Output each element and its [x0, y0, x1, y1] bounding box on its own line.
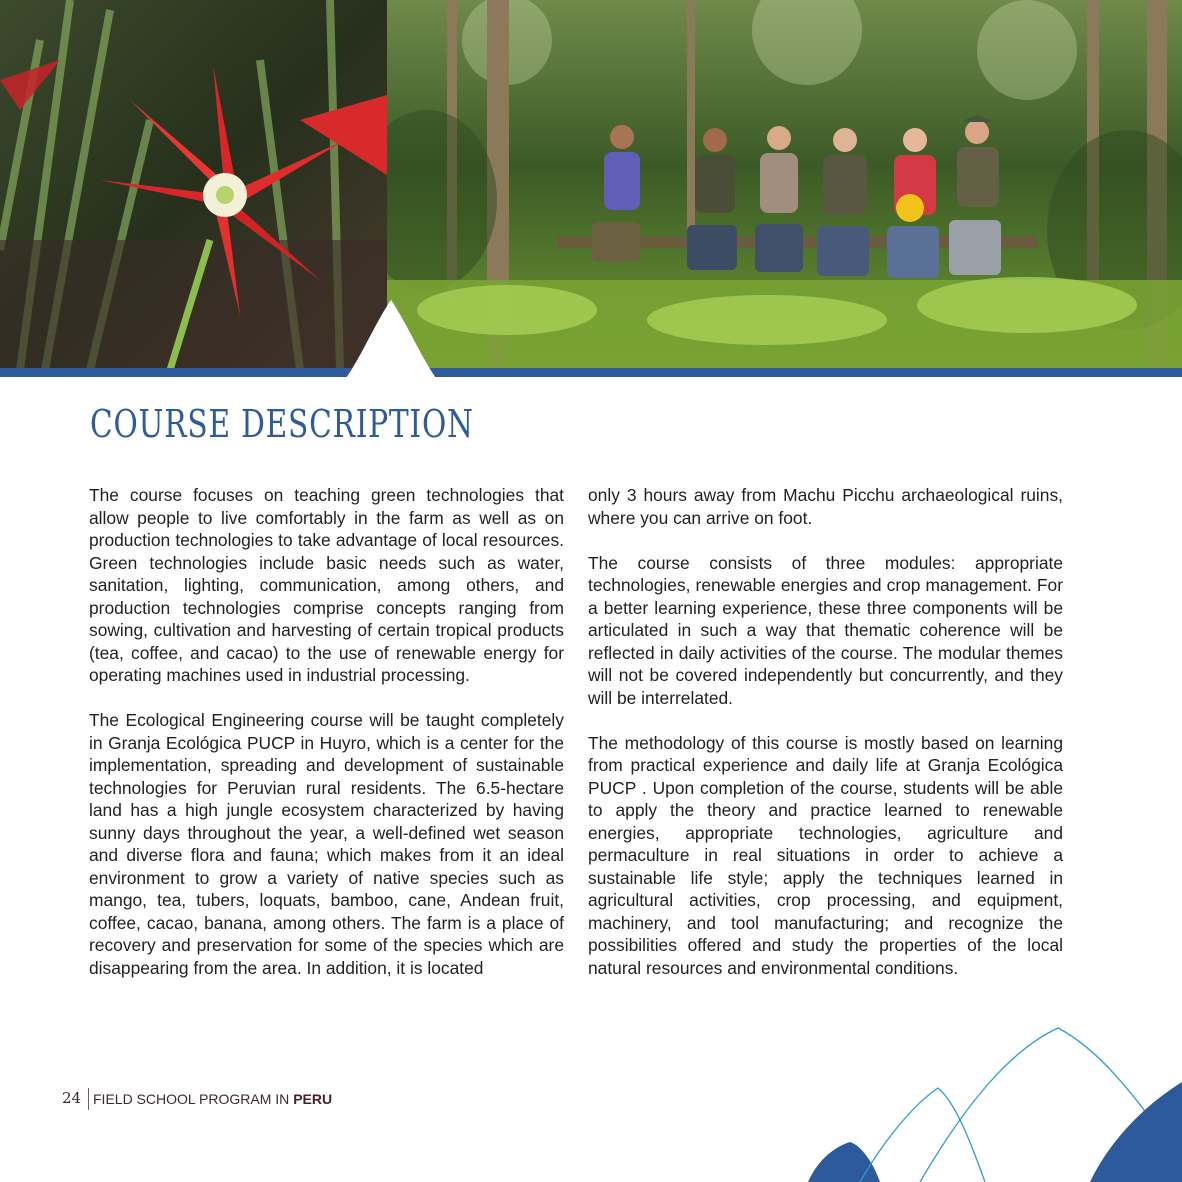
- text-column-left: [89, 484, 564, 1002]
- paragraph: The course focuses on teaching green technologies that allow people to live comfortably in the farm as well as on production technologies to take advantage of local resources. Green technologies include basic needs such as water, sanitation, lighting, communication, among others, and production technologies comprise concepts ranging from sowing, cultivation and harvesting of certain tropical products (tea, coffee, and cacao) to the use of renewable energy for operating machines used in industrial processing.: [89, 485, 564, 685]
- header-photo-strip: [0, 0, 1182, 370]
- header-divider-bar: [0, 368, 1182, 377]
- paragraph: only 3 hours away from Machu Picchu archaeological ruins, where you can arrive on foot.: [588, 485, 1063, 528]
- page-number: 24: [62, 1088, 82, 1107]
- paragraph: The methodology of this course is mostly based on learning from practical experience and daily life at Granja Ecológica PUCP . Upon completion of the course, students will be able to apply the theory and practice learned to renewable energies, appropriate technologies, agriculture and permaculture in real situations in order to achieve a sustainable life style; apply the techniques learned in agricultural activities, crop processing, and equipment, machinery, and tool manufacturing; and recognize the possibilities offered and study the properties of the local natural resources and environmental conditions.: [588, 732, 1063, 978]
- decorative-arches: [790, 1010, 1182, 1182]
- footer-program-label: FIELD SCHOOL PROGRAM IN: [93, 1091, 290, 1107]
- footer-divider: [88, 1088, 89, 1110]
- page-footer: [62, 1088, 332, 1110]
- page-title: COURSE DESCRIPTION: [90, 402, 474, 446]
- footer-country: PERU: [293, 1091, 333, 1107]
- paragraph: The Ecological Engineering course will be taught completely in Granja Ecológica PUCP in Huyro, which is a center for the implementation, spreading and development of sustainable technologies for Peruvian rural residents. The 6.5-hectare land has a high jungle ecosystem characterized by having sunny days throughout the year, a well-defined wet season and diverse flora and fauna; which makes from it an ideal environment to grow a variety of native species such as mango, tea, tubers, loquats, bamboo, cane, Andean fruit, coffee, cacao, banana, among others. The farm is a place of recovery and preservation for some of the species which are disappearing from the area. In addition, it is located: [89, 710, 564, 978]
- red-flower-photo: [0, 0, 387, 370]
- students-forest-photo: [387, 0, 1182, 370]
- header-notch-overlay: [336, 300, 446, 390]
- text-column-right: [588, 484, 1063, 1002]
- paragraph: The course consists of three modules: appropriate technologies, renewable energies and crop management. For a better learning experience, these three components will be articulated in such a way that thematic coherence will be reflected in daily activities of the course. The modular themes will not be covered independently but concurrently, and they will be interrelated.: [588, 552, 1063, 708]
